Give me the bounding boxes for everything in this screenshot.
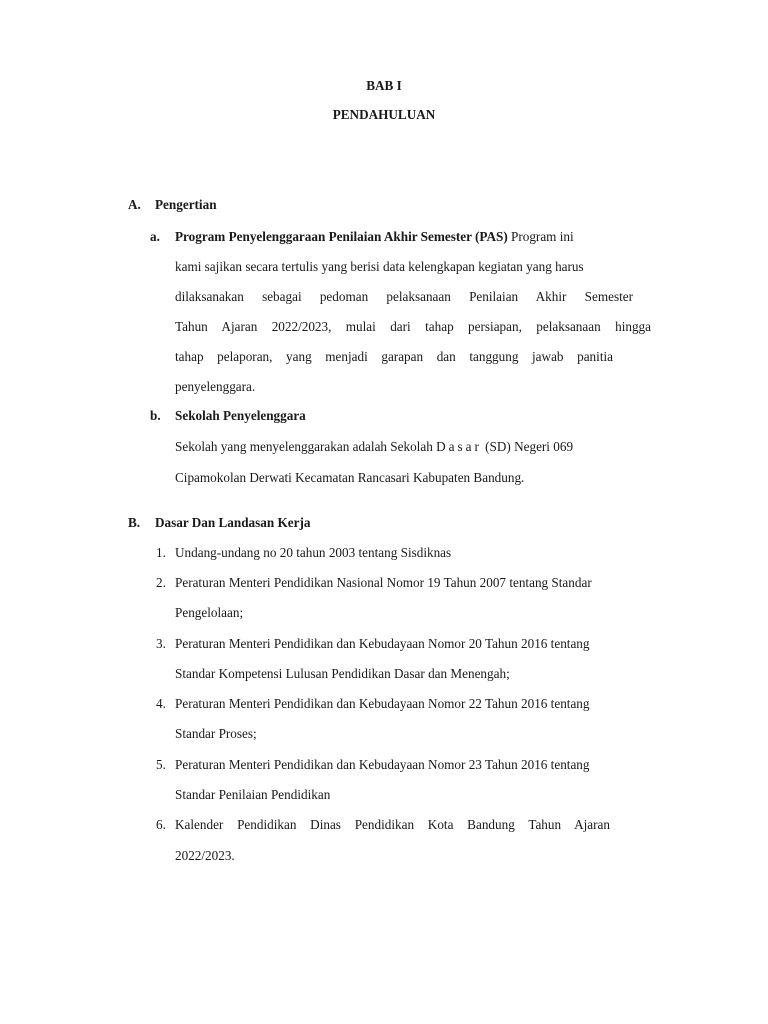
item-a-line-2: kami sajikan secara tertulis yang berisi data kelengkapan kegiatan yang harus: [175, 259, 584, 274]
item-a-title: Program Penyelenggaraan Penilaian Akhir Semester (PAS): [175, 229, 508, 244]
list-item-6-marker: 6.: [156, 817, 166, 832]
chapter-number: BAB I: [366, 78, 402, 93]
list-item-3-marker: 3.: [156, 636, 166, 651]
item-b-line-2: Cipamokolan Derwati Kecamatan Rancasari Kabupaten Bandung.: [175, 470, 525, 485]
list-item-6-line-2: 2022/2023.: [175, 848, 235, 863]
list-item-1-line-1: Undang-undang no 20 tahun 2003 tentang Sisdiknas: [175, 545, 452, 560]
item-b-line-1-spaced: Dasar: [436, 439, 482, 454]
section-a-title: Pengertian: [155, 197, 217, 212]
item-b-line-1-after: (SD) Negeri 069: [485, 439, 574, 454]
list-item-3-line-1: Peraturan Menteri Pendidikan dan Kebudayaan Nomor 20 Tahun 2016 tentang: [175, 636, 590, 651]
list-item-4-line-2: Standar Proses;: [175, 726, 257, 741]
item-a-line-1: Program ini: [511, 229, 574, 244]
list-item-1-marker: 1.: [156, 545, 166, 560]
chapter-title: PENDAHULUAN: [332, 107, 436, 122]
list-item-6-line-1: Kalender Pendidikan Dinas Pendidikan Kota Bandung Tahun Ajaran: [175, 817, 610, 832]
item-a-line-3: dilaksanakan sebagai pedoman pelaksanaan Penilaian Akhir Semester: [175, 289, 633, 304]
list-item-5-line-1: Peraturan Menteri Pendidikan dan Kebudayaan Nomor 23 Tahun 2016 tentang: [175, 757, 590, 772]
list-item-3-line-2: Standar Kompetensi Lulusan Pendidikan Dasar dan Menengah;: [175, 666, 510, 681]
section-a-marker: A.: [128, 197, 141, 212]
list-item-2-marker: 2.: [156, 575, 166, 590]
list-item-2-line-1: Peraturan Menteri Pendidikan Nasional Nomor 19 Tahun 2007 tentang Standar: [175, 575, 592, 590]
item-a-marker: a.: [150, 229, 160, 244]
item-a-line-6: penyelenggara.: [175, 379, 256, 394]
section-b-marker: B.: [128, 515, 141, 530]
list-item-4-line-1: Peraturan Menteri Pendidikan dan Kebudayaan Nomor 22 Tahun 2016 tentang: [175, 696, 590, 711]
item-a-line-5: tahap pelaporan, yang menjadi garapan dan tanggung jawab panitia: [175, 349, 613, 364]
item-a-first-line: [175, 229, 574, 245]
section-b-title: Dasar Dan Landasan Kerja: [155, 515, 311, 530]
item-b-marker: b.: [150, 408, 161, 423]
item-b-line-1: [175, 439, 573, 455]
item-a-line-4: Tahun Ajaran 2022/2023, mulai dari tahap persiapan, pelaksanaan hingga: [175, 319, 651, 334]
list-item-2-line-2: Pengelolaan;: [175, 605, 244, 620]
item-b-title: Sekolah Penyelenggara: [175, 408, 306, 423]
list-item-4-marker: 4.: [156, 696, 166, 711]
list-item-5-line-2: Standar Penilaian Pendidikan: [175, 787, 331, 802]
list-item-5-marker: 5.: [156, 757, 166, 772]
item-b-line-1-before: Sekolah yang menyelenggarakan adalah Sekolah: [175, 439, 433, 454]
